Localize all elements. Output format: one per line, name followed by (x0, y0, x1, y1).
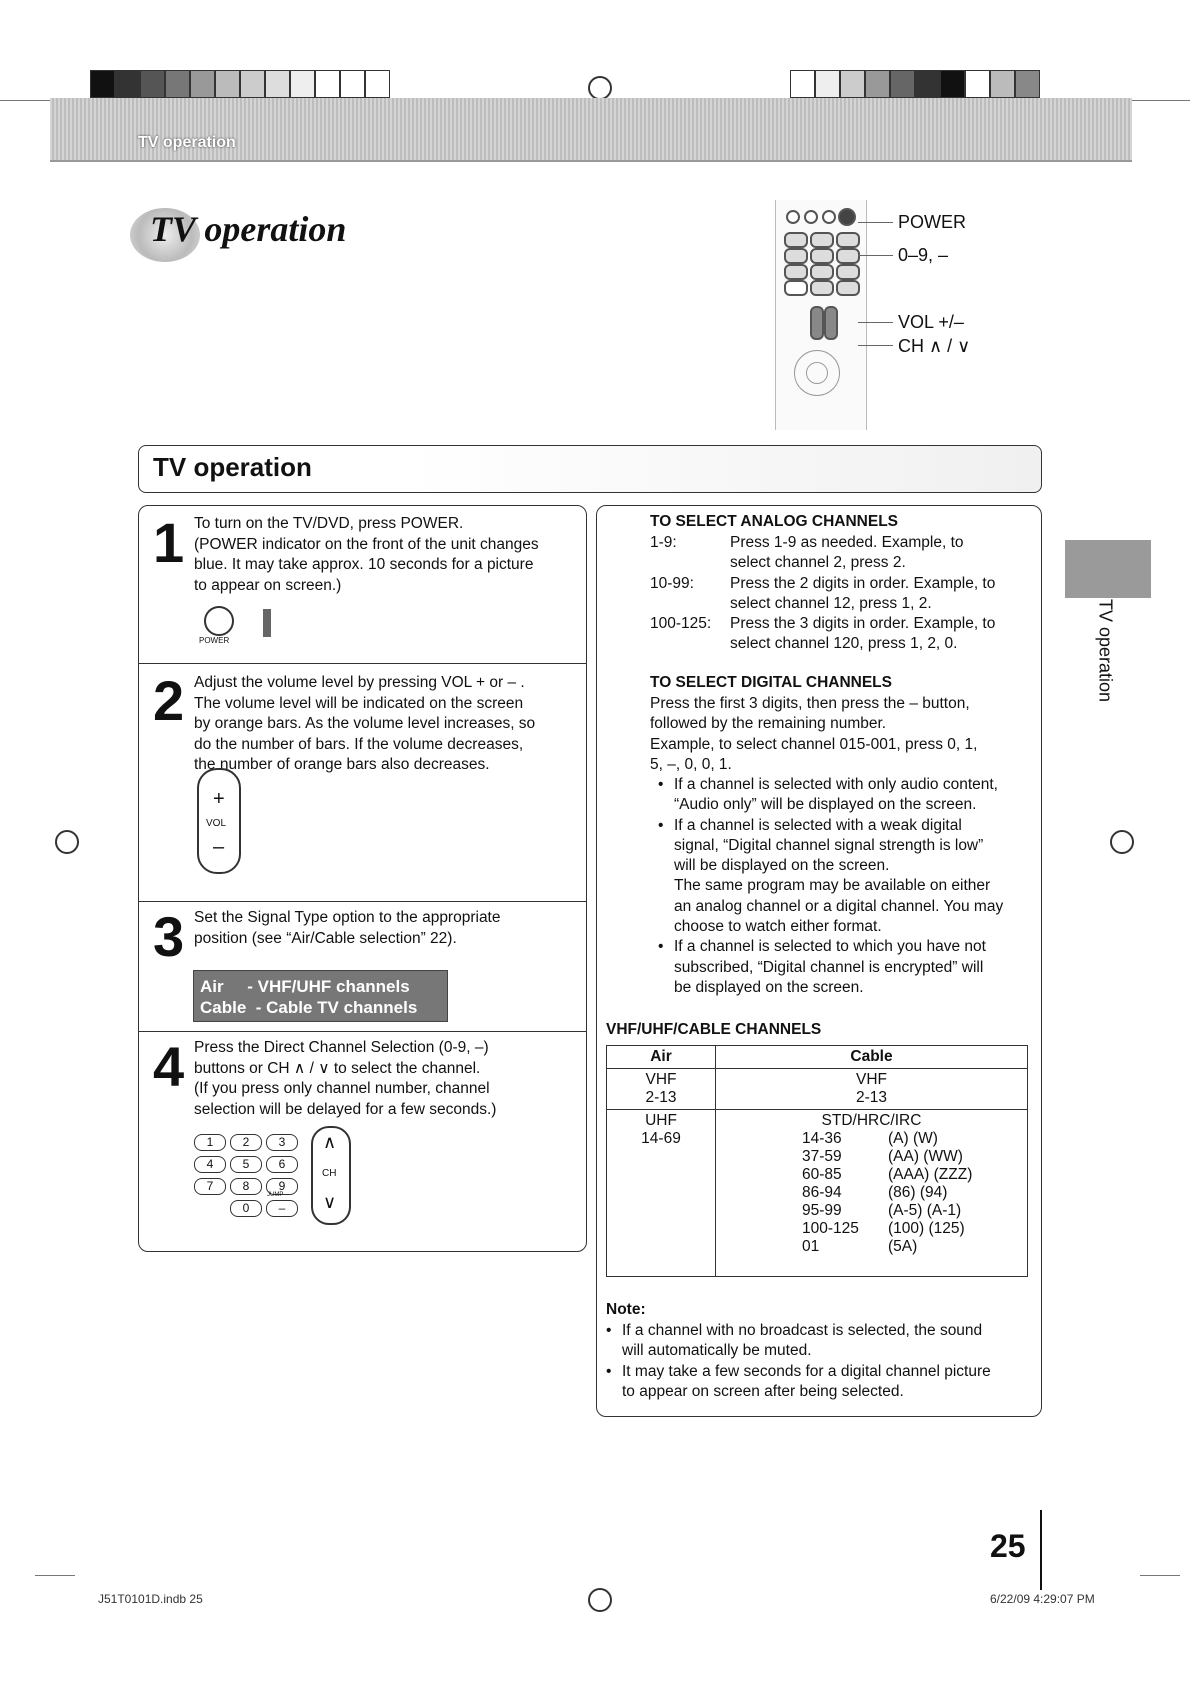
power-indicator-icon (263, 609, 271, 637)
section-title: TV operation (153, 452, 312, 482)
channels-table: Air Cable VHF 2-13 VHF 2-13 UHF 14-69 STD/HRC/IRC 14-36 (A) (W) 37-59 (AA) (WW) 60-85 (AAA) (ZZZ) 86-94 (86) (94) 95-99 (A-5) (A-1) 100-125 (100) (125) 01 (5A) (606, 1045, 1028, 1277)
table-row: VHF 2-13 VHF 2-13 (607, 1069, 1028, 1110)
table-heading: VHF/UHF/CABLE CHANNELS (606, 1021, 822, 1038)
footer-date: 6/22/09 4:29:07 PM (990, 1592, 1095, 1606)
analog-desc: Press 1-9 as needed. Example, to select channel 2, press 2. (730, 534, 964, 572)
registration-mark-icon (588, 1588, 612, 1612)
header-band (50, 98, 1132, 162)
step-3-text: Set the Signal Type option to the appropriate position (see “Air/Cable selection” 22). (194, 909, 501, 947)
page-title: TV operation (150, 209, 347, 249)
note-bullets: • If a channel with no broadcast is selected, the sound will automatically be muted. • It may take a few seconds for a digital channel picture to appear on screen after being selected. (606, 1322, 991, 1400)
step-2-text: Adjust the volume level by pressing VOL + or – . The volume level will be indicated on the screen by orange bars. As the volume level increases, so do the number of bars. If the volume decreases, the number of orange bars also decreases. (194, 674, 536, 773)
analog-key: 10-99: (650, 575, 694, 592)
vol-button-icon: + VOL – (197, 768, 241, 874)
callout-ch: CH ∧ / ∨ (898, 336, 971, 356)
step-1-text: To turn on the TV/DVD, press POWER. (POWER indicator on the front of the unit changes blue. It may take approx. 10 seconds for a picture to appear on screen.) (194, 515, 539, 594)
analog-desc: Press the 2 digits in order. Example, to select channel 12, press 1, 2. (730, 575, 996, 613)
analog-heading: TO SELECT ANALOG CHANNELS (650, 513, 899, 530)
side-tab-label: TV operation (1095, 598, 1116, 703)
analog-key: 100-125: (650, 615, 712, 632)
digital-heading: TO SELECT DIGITAL CHANNELS (650, 674, 892, 691)
section-header (138, 445, 1042, 493)
step-number: 1 (153, 511, 185, 574)
registration-mark-icon (55, 830, 79, 854)
callout-vol: VOL +/– (898, 312, 964, 332)
analog-desc: Press the 3 digits in order. Example, to select channel 120, press 1, 2, 0. (730, 615, 996, 653)
remote-illustration (775, 200, 867, 430)
callout-power: POWER (898, 212, 967, 232)
note-heading: Note: (606, 1301, 646, 1318)
step-number: 4 (153, 1035, 185, 1098)
footer-file: J51T0101D.indb 25 (98, 1592, 203, 1606)
table-row: UHF 14-69 STD/HRC/IRC 14-36 (A) (W) 37-59 (AA) (WW) 60-85 (AAA) (ZZZ) 86-94 (86) (94) 95-99 (A-5) (A-1) 100-125 (100) (125) 01 (5A) (607, 1110, 1028, 1277)
digital-bullets: • If a channel is selected with only audio content, “Audio only” will be displayed on the screen. • If a channel is selected with a weak digital signal, “Digital channel signal strength is low” will be displayed on the screen. The same program may be available on either an analog channel or a digital channel. You may choose to watch either format. • If a channel is selected to which you have not subscribed, “Digital channel is encrypted” will be displayed on the screen. (658, 776, 1004, 996)
power-button-icon (838, 208, 856, 226)
side-tab (1065, 540, 1151, 598)
registration-mark-icon (1110, 830, 1134, 854)
ch-button-icon: ∧ CH ∨ (311, 1126, 351, 1225)
step-4-text: Press the Direct Channel Selection (0-9, –) buttons or CH ∧ / ∨ to select the channel. (If you press only channel number, channel selection will be delayed for a few seconds.) (194, 1039, 497, 1118)
power-label: POWER (199, 636, 230, 645)
step-number: 2 (153, 669, 185, 732)
digital-text: Press the first 3 digits, then press the – button, followed by the remaining number. Example, to select channel 015-001, press 0, 1, 5, –, 0, 0, 1. (650, 695, 978, 773)
page-number: 25 (990, 1528, 1026, 1564)
step-number: 3 (153, 905, 185, 968)
analog-key: 1-9: (650, 534, 677, 551)
steps-panel: 1 To turn on the TV/DVD, press POWER. (POWER indicator on the front of the unit changes blue. It may take approx. 10 seconds for a picture to appear on screen.) POWER 2 Adjust the volume level by pressing VOL + or – . The volume level will be indicated on the screen by orange bars. As the volume level increases, so do the number of bars. If the volume decreases, the number of orange bars also decreases. + VOL – 3 Set the Signal Type option to the appropriate position (see “Air/Cable selection” 22). 4 Press the Direct Channel Selection (0-9, –) buttons or CH ∧ / ∨ to select the channel. (If you press only channel number, channel selection will be delayed for a few seconds.) 1 2 3 4 5 6 7 8 9 0 – JUMP ∧ CH ∨ (138, 505, 587, 1252)
registration-mark-icon (588, 76, 612, 100)
page-number-rule (1040, 1510, 1042, 1590)
signal-type-box: Air - VHF/UHF channels Cable - Cable TV channels (193, 970, 448, 1022)
callout-digits: 0–9, – (898, 245, 949, 265)
header-label: TV operation (138, 134, 236, 151)
power-button-icon (204, 606, 234, 636)
